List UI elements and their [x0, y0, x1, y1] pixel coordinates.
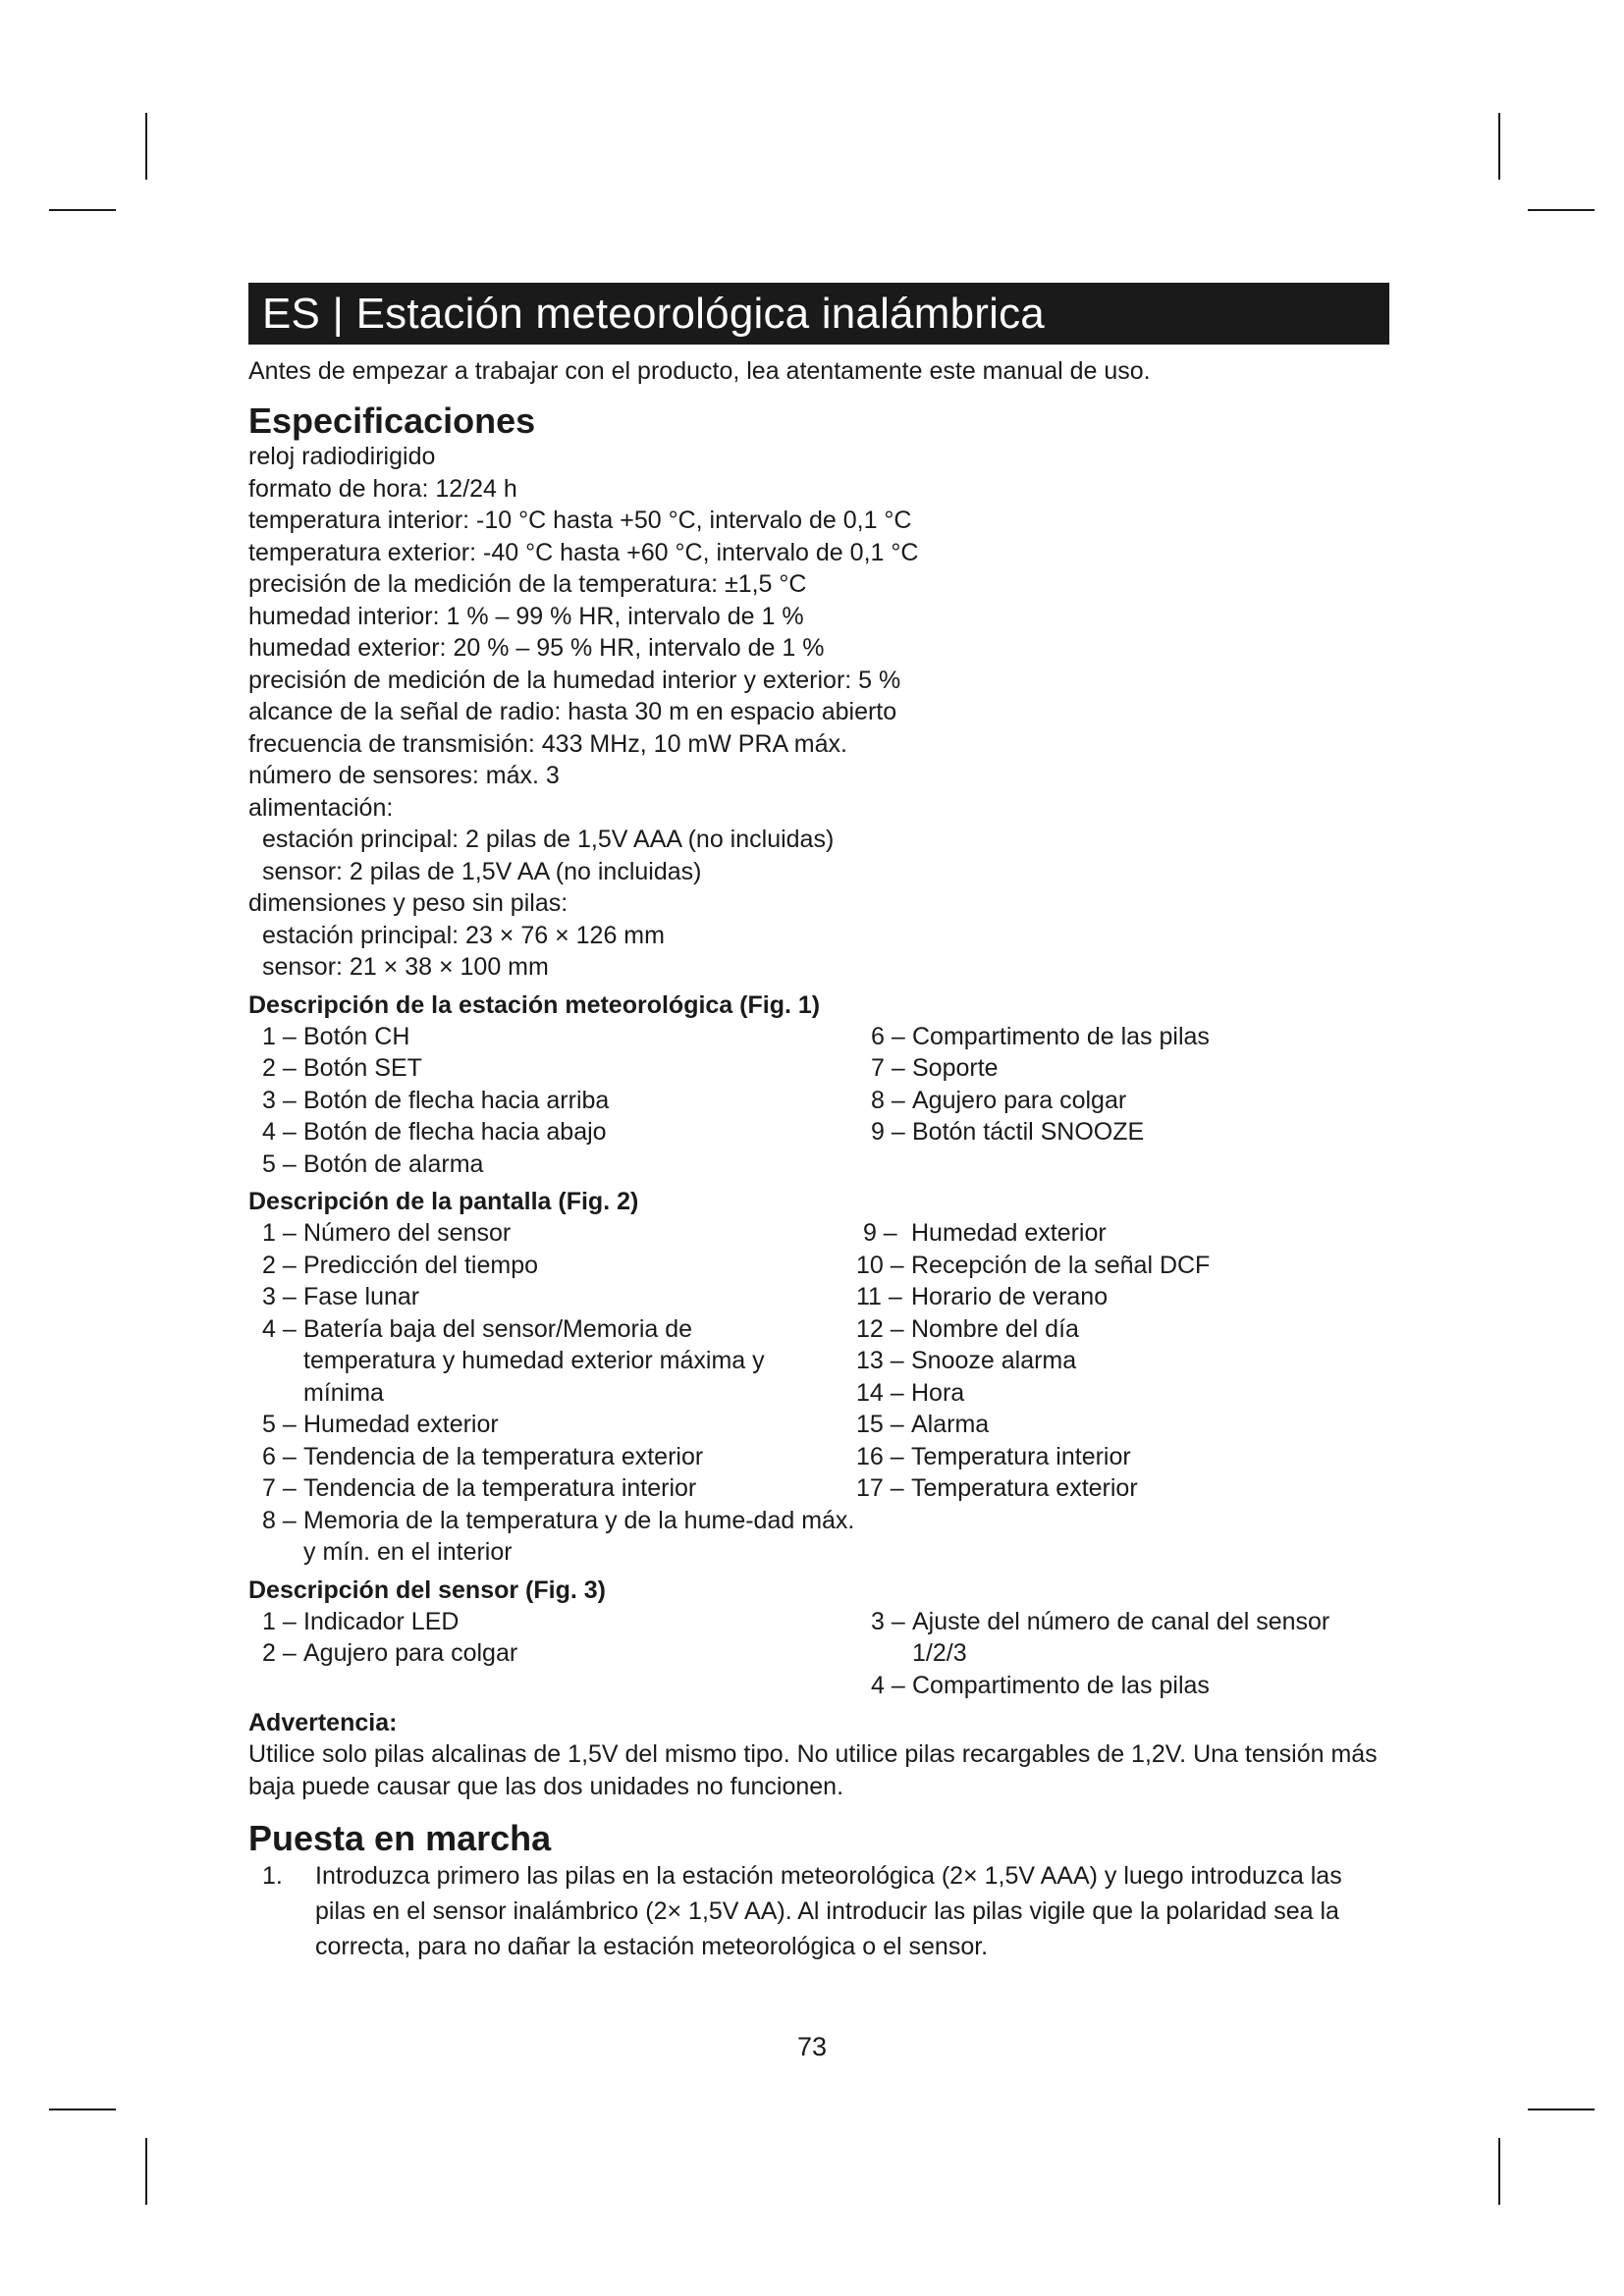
fig3-heading: Descripción del sensor (Fig. 3) [248, 1575, 606, 1604]
spec-line: estación principal: 23 × 76 × 126 mm [262, 921, 665, 949]
spec-line: sensor: 2 pilas de 1,5V AA (no incluidas) [262, 857, 702, 885]
crop-mark [145, 2138, 147, 2205]
list-item: 3 – Ajuste del número de canal del sensor 1/2/3 [871, 1607, 1330, 1667]
spec-line: formato de hora: 12/24 h [248, 474, 517, 503]
list-item: 8 – Memoria de la temperatura y de la hume-dad máx. y mín. en el interior [262, 1506, 855, 1566]
list-item: 4 – Botón de flecha hacia abajo [262, 1118, 607, 1146]
list-item: 4 – Batería baja del sensor/Memoria de temperatura y humedad exterior máxima y mínima [262, 1314, 765, 1407]
fig2-list [248, 1217, 1389, 1569]
list-item: 9 – Botón táctil SNOOZE [871, 1118, 1145, 1146]
spec-line: frecuencia de transmisión: 433 MHz, 10 mW PRA máx. [248, 729, 847, 758]
intro-text: Antes de empezar a trabajar con el producto, lea atentamente este manual de uso. [248, 357, 1151, 385]
list-item: 17 – Temperatura exterior [856, 1474, 1138, 1502]
spec-line: alimentación: [248, 793, 394, 822]
list-item: 8 – Agujero para colgar [871, 1086, 1127, 1114]
spec-line: número de sensores: máx. 3 [248, 762, 560, 789]
list-item: 4 – Compartimento de las pilas [871, 1671, 1210, 1699]
list-item: 1 – Indicador LED [262, 1607, 460, 1635]
list-item: 2 – Agujero para colgar [262, 1639, 518, 1667]
fig1-list [248, 1021, 1389, 1181]
crop-mark [145, 113, 147, 180]
fig2-heading: Descripción de la pantalla (Fig. 2) [248, 1188, 639, 1215]
fig1-heading: Descripción de la estación meteorológica (Fig. 1) [248, 990, 821, 1019]
list-item: 6 – Tendencia de la temperatura exterior [262, 1442, 704, 1470]
warning-text: Utilice solo pilas alcalinas de 1,5V del mismo tipo. No utilice pilas recargables de 1,2V. Una tensión más baja puede causar que las dos unidades no funcionen. [248, 1740, 1378, 1800]
spec-line: sensor: 21 × 38 × 100 mm [262, 953, 549, 981]
spec-line: precisión de medición de la humedad interior y exterior: 5 % [248, 666, 901, 694]
spec-line: precisión de la medición de la temperatura: ±1,5 °C [248, 570, 807, 598]
list-item: 7 – Tendencia de la temperatura interior [262, 1474, 697, 1502]
list-item: 5 – Humedad exterior [262, 1411, 499, 1438]
setup-heading: Puesta en marcha [248, 1818, 552, 1858]
crop-mark [1528, 209, 1595, 211]
spec-line: dimensiones y peso sin pilas: [248, 889, 568, 917]
setup-steps [248, 1858, 1389, 1964]
spec-line: humedad interior: 1 % – 99 % HR, intervalo de 1 % [248, 602, 804, 630]
fig3-list [248, 1606, 1389, 1702]
list-item: 2 – Predicción del tiempo [262, 1251, 539, 1279]
list-item: 1. Introduzca primero las pilas en la estación meteorológica (2× 1,5V AAA) y luego introduzca las pilas en el sensor inalámbrico (2× 1,5V AA). Al introducir las pilas vigile que la polaridad sea la correcta, para no dañar la estación meteorológica o el sensor. [262, 1862, 1342, 1960]
list-item: 15 – Alarma [856, 1411, 990, 1438]
list-item: 16 – Temperatura interior [856, 1442, 1131, 1470]
list-item: 1 – Botón CH [262, 1022, 410, 1050]
page-title: ES | Estación meteorológica inalámbrica [248, 283, 1389, 345]
spec-line: temperatura interior: -10 °C hasta +50 °C, intervalo de 0,1 °C [248, 507, 912, 534]
page-content [248, 283, 1389, 1964]
spec-line: reloj radiodirigido [248, 443, 436, 470]
crop-mark [1498, 113, 1500, 180]
list-item: 12 – Nombre del día [856, 1314, 1079, 1343]
spec-line: temperatura exterior: -40 °C hasta +60 °C, intervalo de 0,1 °C [248, 538, 919, 566]
list-item: 1 – Número del sensor [262, 1219, 512, 1247]
crop-mark [49, 2109, 116, 2110]
spec-line: humedad exterior: 20 % – 95 % HR, intervalo de 1 % [248, 634, 825, 662]
crop-mark [1498, 2138, 1500, 2205]
list-item: 14 – Hora [856, 1378, 965, 1407]
specs-list [248, 441, 1389, 984]
list-item: 10 – Recepción de la señal DCF [856, 1251, 1211, 1279]
list-item: 11 – Horario de verano [856, 1283, 1109, 1310]
list-item: 6 – Compartimento de las pilas [871, 1022, 1210, 1050]
page-number: 73 [796, 2032, 828, 2061]
specs-heading: Especificaciones [248, 400, 536, 441]
list-item: 7 – Soporte [871, 1054, 999, 1082]
crop-mark [1528, 2109, 1595, 2110]
crop-mark [49, 209, 116, 211]
list-item: 2 – Botón SET [262, 1054, 422, 1082]
spec-line: estación principal: 2 pilas de 1,5V AAA (no incluidas) [262, 826, 835, 853]
list-item: 3 – Fase lunar [262, 1283, 420, 1310]
warning-heading: Advertencia: [248, 1709, 398, 1736]
list-item: 9 – Humedad exterior [856, 1219, 1107, 1247]
list-item: 3 – Botón de flecha hacia arriba [262, 1086, 610, 1114]
list-item: 13 – Snooze alarma [856, 1347, 1077, 1374]
list-item: 5 – Botón de alarma [262, 1149, 484, 1178]
spec-line: alcance de la señal de radio: hasta 30 m en espacio abierto [248, 698, 897, 725]
